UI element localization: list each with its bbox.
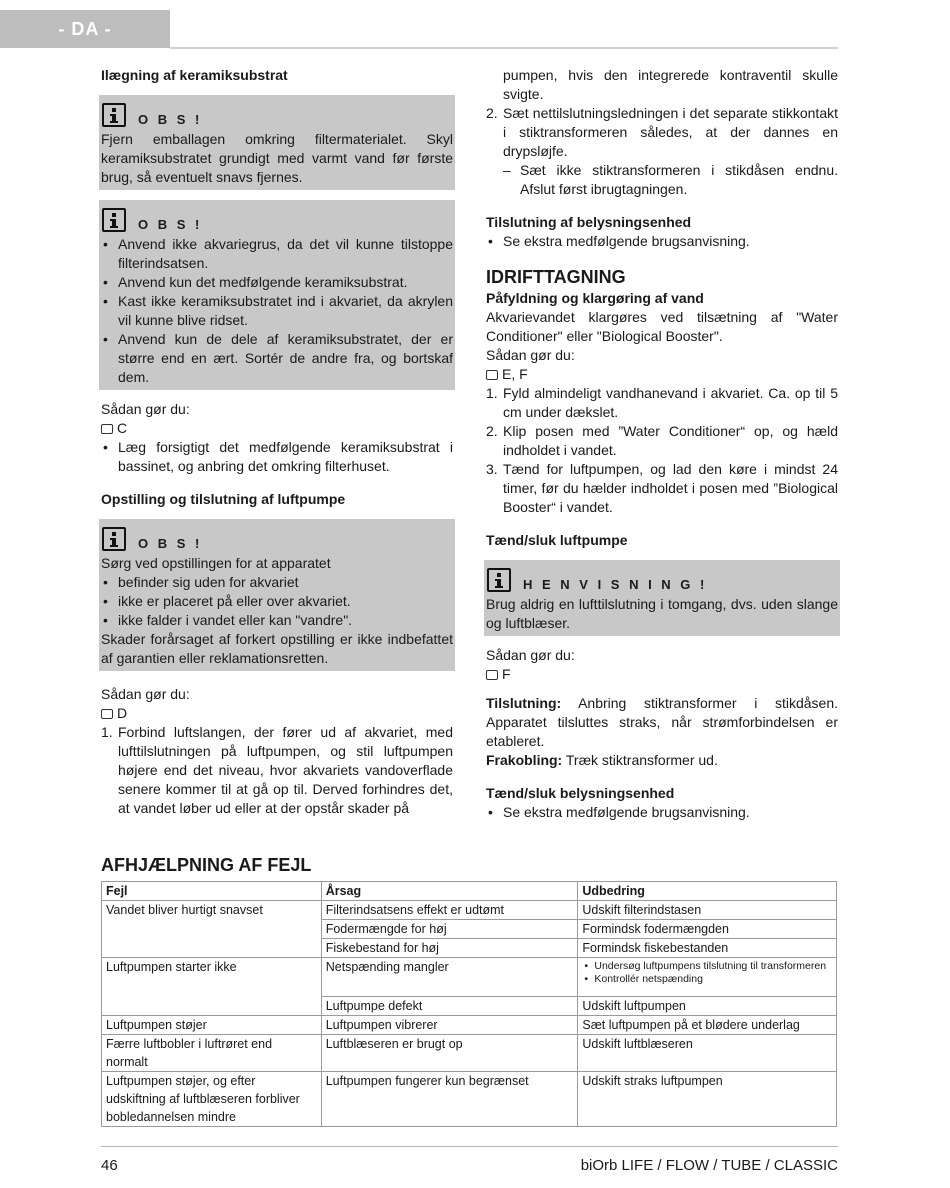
step-list — [101, 723, 453, 818]
table-cell: Luftpumpe defekt — [321, 997, 578, 1016]
table-row — [102, 958, 837, 997]
column-header: Fejl — [102, 882, 322, 901]
language-tab: - DA - — [0, 10, 170, 48]
list-item: • Kast ikke keramiksubstratet ind i akvariet, da akrylen vil kunne blive ridset. — [101, 292, 453, 330]
table-cell: Luftpumpen vibrerer — [321, 1016, 578, 1035]
notice-title: H E N V I S N I N G ! — [523, 577, 708, 592]
list-item: • Anvend kun det medfølgende keramiksubstrat. — [101, 273, 453, 292]
figure-reference: E, F — [486, 365, 838, 384]
table-cell: Vandet bliver hurtigt snavset — [102, 901, 322, 958]
section-title-airpump: Opstilling og tilslutning af luftpumpe — [101, 491, 346, 507]
table-cell: Udskift luftblæseren — [578, 1035, 837, 1072]
column-header: Udbedring — [578, 882, 837, 901]
page-number: 46 — [101, 1157, 118, 1174]
table-row — [102, 901, 837, 920]
instruction-list — [101, 438, 453, 476]
figure-reference: D — [101, 704, 453, 723]
table-cell: Færre luftbobler i luftrøret end normalt — [102, 1035, 322, 1072]
table-cell: Netspænding mangler — [321, 958, 578, 997]
table-header-row — [102, 882, 837, 901]
column-header: Årsag — [321, 882, 578, 901]
figure-icon — [486, 370, 498, 380]
section-title-light-switch: Tænd/sluk belysningsenhed — [486, 785, 675, 801]
info-icon — [102, 208, 126, 232]
instruction-list — [486, 803, 838, 822]
section-title-lighting: Tilslutning af belysningsenhed — [486, 214, 692, 230]
how-to-label: Sådan gør du: — [101, 686, 190, 702]
step-item: 1. Forbind luftslangen, der fører ud af akvariet, med lufttilslutningen på luftpumpen, og stil luftpumpen højere end det niveau, hvor akvariets vandoverflade senere kommer til at gå op til. Derved forhindres det, at vandet løber ud eller at der opstår skader på — [101, 724, 453, 816]
table-cell: Fodermængde for høj — [321, 920, 578, 939]
step-continuation: pumpen, hvis den integrerede kontraventil skulle svigte. — [503, 67, 838, 102]
figure-icon — [101, 709, 113, 719]
notice-text: Fjern emballagen omkring filtermaterialet. Skyl keramiksubstratet grundigt med varmt vand før første brug, så eventuelt snavs fjernes. — [101, 131, 453, 185]
notice-title: O B S ! — [138, 217, 203, 232]
paragraph: Akvarievandet klargøres ved tilsætning af "Water Conditioner" eller "Biological Booster". — [486, 309, 838, 344]
info-icon — [487, 568, 511, 592]
notice-title: O B S ! — [138, 536, 203, 551]
how-to-label: Sådan gør du: — [101, 401, 190, 417]
notice-list — [101, 235, 453, 387]
table-cell: Formindsk fiskebestanden — [578, 939, 837, 958]
notice-outro: Skader forårsaget af forkert opstilling er ikke indbefattet af garantien eller reklamationsretten. — [101, 631, 453, 666]
list-item: • Se ekstra medfølgende brugsanvisning. — [486, 803, 838, 822]
right-column — [486, 66, 838, 822]
remedy-list — [582, 958, 832, 986]
list-item: • Undersøg luftpumpens tilslutning til transformeren — [582, 960, 832, 973]
info-icon — [102, 527, 126, 551]
left-column — [101, 66, 453, 818]
list-item: • Læg forsigtigt det medfølgende keramiksubstrat i bassinet, og anbring det omkring filterhuset. — [101, 438, 453, 476]
notice-title: O B S ! — [138, 112, 203, 127]
list-item: • Kontrollér netspænding — [582, 973, 832, 986]
notice-box — [99, 200, 455, 390]
list-item: • befinder sig uden for akvariet — [101, 573, 453, 592]
notice-box — [99, 519, 455, 671]
figure-reference: F — [486, 665, 838, 684]
notice-list — [101, 573, 453, 630]
paragraph-connection: Tilslutning: Anbring stiktransformer i stikdåsen. Apparatet tilsluttes straks, når strømforbindelsen er etableret. — [486, 695, 838, 749]
table-cell: Udskift luftpumpen — [578, 997, 837, 1016]
table-cell: Formindsk fodermængden — [578, 920, 837, 939]
header-rule — [170, 47, 838, 49]
section-title-pump-switch: Tænd/sluk luftpumpe — [486, 532, 628, 548]
table-cell: Luftpumpen støjer, og efter udskiftning af luftblæseren forbliver bobledannelsen mindre — [102, 1072, 322, 1127]
table-cell: Sæt luftpumpen på et blødere underlag — [578, 1016, 837, 1035]
troubleshooting-section — [101, 853, 837, 1127]
product-name: biOrb LIFE / FLOW / TUBE / CLASSIC — [580, 1157, 838, 1174]
step-item: 2. Sæt nettilslutningsledningen i det separate stikkontakt i stiktransformeren således, at der dannes en drypsløjfe. — [486, 105, 838, 159]
heading-commissioning: IDRIFTTAGNING — [486, 267, 626, 287]
instruction-list — [486, 232, 838, 251]
notice-box — [99, 95, 455, 190]
step-item: 2. Klip posen med ”Water Conditioner“ op, og hæld indholdet i vandet. — [486, 423, 838, 458]
footer-rule — [101, 1146, 838, 1147]
list-item: • ikke falder i vandet eller kan "vandre". — [101, 611, 453, 630]
list-item: • Anvend kun de dele af keramiksubstratet, der er større end en ært. Sortér de andre fra, og bortskaf dem. — [101, 330, 453, 387]
table-cell: Luftblæseren er brugt op — [321, 1035, 578, 1072]
table-cell: Luftpumpen starter ikke — [102, 958, 322, 1016]
table-cell: Luftpumpen fungerer kun begrænset — [321, 1072, 578, 1127]
step-list — [486, 384, 838, 517]
step-item: 3. Tænd for luftpumpen, og lad den køre i mindst 24 timer, før du hælder indholdet i posen med ”Biological Booster“ i vandet. — [486, 461, 838, 515]
notice-text: Brug aldrig en lufttilslutning i tomgang, dvs. uden slange og luftblæser. — [486, 596, 838, 631]
notice-intro: Sørg ved opstillingen for at apparatet — [101, 555, 331, 571]
table-cell — [578, 958, 837, 997]
info-icon — [102, 103, 126, 127]
troubleshooting-title: AFHJÆLPNING AF FEJL — [101, 855, 312, 875]
table-row — [102, 1035, 837, 1072]
figure-icon — [101, 424, 113, 434]
step-list — [486, 104, 838, 161]
step-sub-item: – Sæt ikke stiktransformeren i stikdåsen endnu. Afslut først ibrugtagningen. — [503, 162, 838, 197]
paragraph-disconnection: Frakobling: Træk stiktransformer ud. — [486, 752, 718, 768]
table-cell: Udskift filterindstasen — [578, 901, 837, 920]
table-cell: Filterindsatsens effekt er udtømt — [321, 901, 578, 920]
table-row — [102, 1072, 837, 1127]
notice-box — [484, 560, 840, 636]
step-item: 1. Fyld almindeligt vandhanevand i akvariet. Ca. op til 5 cm under dækslet. — [486, 385, 838, 420]
figure-reference: C — [101, 419, 453, 438]
list-item: • Se ekstra medfølgende brugsanvisning. — [486, 232, 838, 251]
how-to-label: Sådan gør du: — [486, 347, 575, 363]
table-row — [102, 1016, 837, 1035]
section-title-ceramic: Ilægning af keramiksubstrat — [101, 67, 288, 83]
list-item: • ikke er placeret på eller over akvariet. — [101, 592, 453, 611]
how-to-label: Sådan gør du: — [486, 647, 575, 663]
table-cell: Luftpumpen støjer — [102, 1016, 322, 1035]
table-cell: Udskift straks luftpumpen — [578, 1072, 837, 1127]
figure-icon — [486, 670, 498, 680]
list-item: • Anvend ikke akvariegrus, da det vil kunne tilstoppe filterindsatsen. — [101, 235, 453, 273]
table-cell: Fiskebestand for høj — [321, 939, 578, 958]
section-title-water: Påfyldning og klargøring af vand — [486, 290, 704, 306]
troubleshooting-table — [101, 881, 837, 1127]
